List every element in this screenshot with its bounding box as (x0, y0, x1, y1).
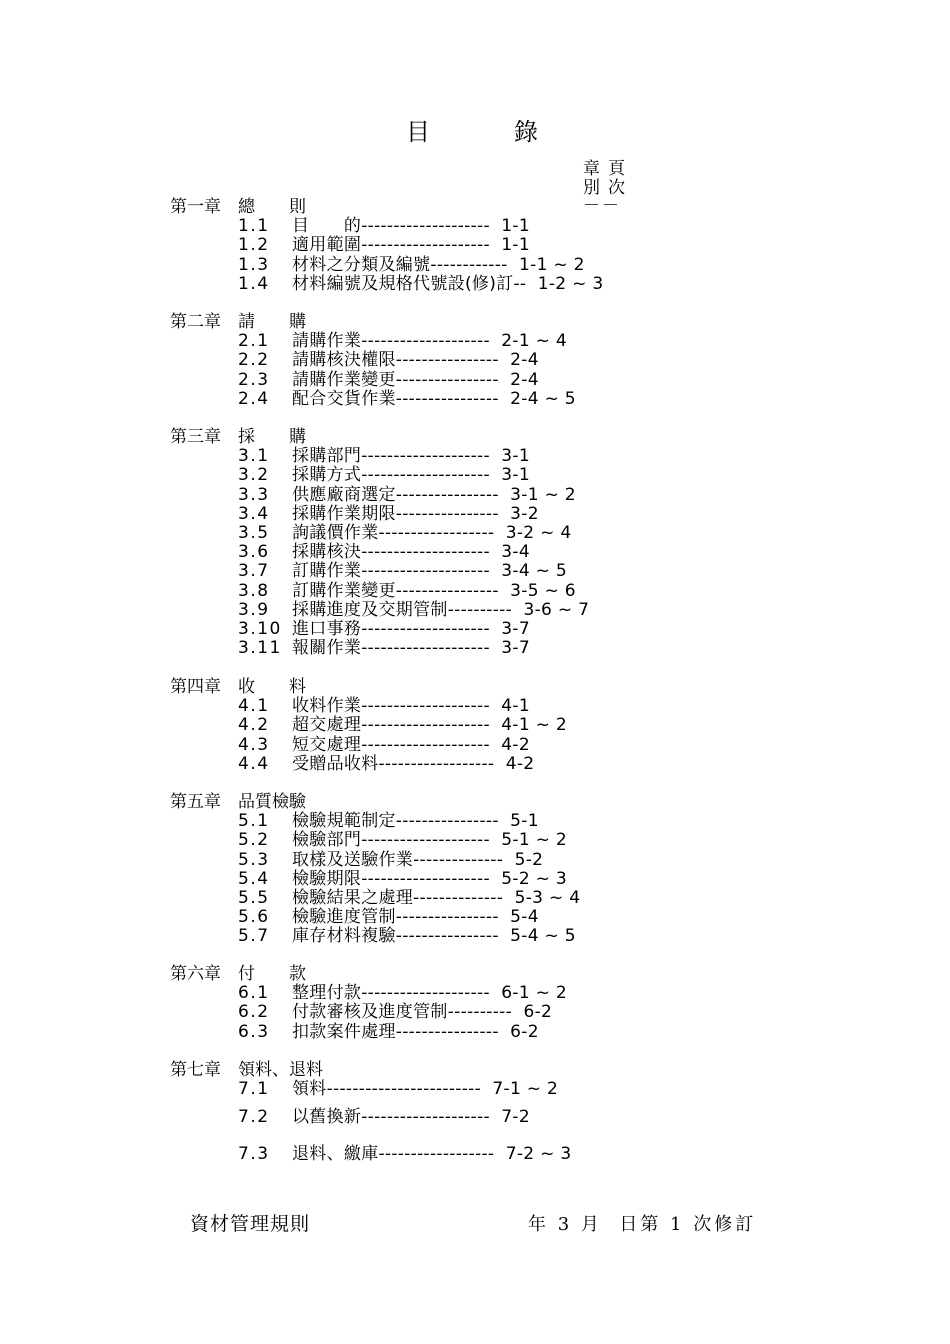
section-title-and-page: 材料之分類及編號------------ 1-1 ~ 2 (292, 254, 585, 275)
section-title-and-page: 訂購作業-------------------- 3-4 ~ 5 (292, 561, 568, 582)
section-title-and-page: 供應廠商選定---------------- 3-1 ~ 2 (292, 484, 576, 505)
section-number: 3.9 (238, 599, 270, 620)
chapter-heading: 第一章 總 則 (170, 197, 306, 217)
section-title-and-page: 付款審核及進度管制---------- 6-2 (292, 1002, 553, 1023)
section-number: 2.2 (238, 350, 270, 371)
section-title-and-page: 檢驗部門-------------------- 5-1 ~ 2 (292, 830, 568, 851)
section-title-and-page: 檢驗進度管制---------------- 5-4 (292, 907, 539, 928)
section-title-and-page: 庫存材料複驗---------------- 5-4 ~ 5 (292, 926, 576, 947)
section-number: 5.6 (238, 907, 270, 928)
section-title-and-page: 進口事務-------------------- 3-7 (292, 619, 530, 639)
section-title-and-page: 短交處理-------------------- 4-2 (292, 734, 530, 755)
section-title-and-page: 採購進度及交期管制---------- 3-6 ~ 7 (292, 599, 590, 620)
section-number: 3.10 (238, 619, 282, 639)
section-number: 4.1 (238, 696, 270, 717)
section-number: 5.4 (238, 868, 270, 889)
section-title-and-page: 收料作業-------------------- 4-1 (292, 696, 530, 717)
section-title-and-page: 檢驗結果之處理-------------- 5-3 ~ 4 (292, 888, 581, 908)
section-title-and-page: 超交處理-------------------- 4-1 ~ 2 (292, 715, 568, 736)
section-title-and-page: 配合交貨作業---------------- 2-4 ~ 5 (292, 388, 576, 409)
section-number: 3.3 (238, 484, 270, 505)
section-number: 6.1 (238, 983, 270, 1004)
section-number: 4.4 (238, 753, 270, 774)
section-title-and-page: 退料、繳庫------------------ 7-2 ~ 3 (292, 1143, 572, 1164)
section-title-and-page: 扣款案件處理---------------- 6-2 (292, 1021, 539, 1042)
section-number: 3.5 (238, 523, 270, 543)
section-number: 1.4 (238, 273, 270, 294)
section-title-and-page: 材料編號及規格代號設(修)訂-- 1-2 ~ 3 (292, 273, 604, 294)
section-number: 2.3 (238, 369, 270, 390)
chapter-heading: 第五章 品質檢驗 (170, 792, 306, 812)
section-number: 1.3 (238, 254, 270, 275)
section-number: 5.5 (238, 888, 270, 908)
section-title-and-page: 請購作業變更---------------- 2-4 (292, 369, 539, 390)
footer-document-name: 資材管理規則 (190, 1213, 311, 1235)
section-number: 2.4 (238, 388, 270, 409)
section-number: 3.6 (238, 542, 270, 563)
section-title-and-page: 請購核決權限---------------- 2-4 (292, 350, 539, 371)
chapter-heading: 第三章 採 購 (170, 427, 306, 447)
section-number: 6.2 (238, 1002, 270, 1023)
column-header-page: 頁 次 (608, 159, 625, 198)
section-number: 7.2 (238, 1107, 270, 1128)
section-title-and-page: 採購作業期限---------------- 3-2 (292, 503, 539, 524)
document-title: 目 錄 (406, 118, 568, 146)
section-title-and-page: 以舊換新-------------------- 7-2 (292, 1107, 530, 1128)
section-title-and-page: 訂購作業變更---------------- 3-5 ~ 6 (292, 580, 576, 601)
section-number: 7.1 (238, 1079, 270, 1100)
section-title-and-page: 採購部門-------------------- 3-1 (292, 446, 530, 467)
section-number: 1.1 (238, 216, 270, 237)
section-number: 3.4 (238, 503, 270, 524)
section-number: 3.2 (238, 465, 270, 486)
chapter-heading: 第四章 收 料 (170, 677, 306, 697)
section-title-and-page: 採購方式-------------------- 3-1 (292, 465, 530, 486)
section-number: 7.3 (238, 1143, 270, 1164)
section-number: 6.3 (238, 1021, 270, 1042)
footer-revision: 年 3 月 日第 1 次修訂 (528, 1214, 757, 1235)
section-title-and-page: 詢議價作業------------------ 3-2 ~ 4 (292, 523, 572, 543)
chapter-heading: 第六章 付 款 (170, 964, 306, 984)
section-number: 3.1 (238, 446, 270, 467)
section-title-and-page: 請購作業-------------------- 2-1 ~ 4 (292, 331, 568, 352)
section-number: 3.8 (238, 580, 270, 601)
section-title-and-page: 報關作業-------------------- 3-7 (292, 638, 530, 659)
section-title-and-page: 領料------------------------ 7-1 ~ 2 (292, 1079, 559, 1100)
section-number: 5.1 (238, 811, 270, 832)
section-title-and-page: 目 的-------------------- 1-1 (292, 216, 530, 237)
chapter-heading: 第二章 請 購 (170, 312, 306, 332)
section-number: 5.3 (238, 849, 270, 870)
section-title-and-page: 受贈品收料------------------ 4-2 (292, 753, 535, 774)
section-number: 1.2 (238, 235, 270, 256)
chapter-heading: 第七章 領料、退料 (170, 1060, 323, 1080)
column-header-dash: －－ (583, 196, 621, 216)
section-title-and-page: 採購核決-------------------- 3-4 (292, 542, 530, 563)
section-title-and-page: 檢驗期限-------------------- 5-2 ~ 3 (292, 868, 568, 889)
section-title-and-page: 整理付款-------------------- 6-1 ~ 2 (292, 983, 568, 1004)
section-number: 4.3 (238, 734, 270, 755)
section-number: 5.2 (238, 830, 270, 851)
section-number: 3.7 (238, 561, 270, 582)
section-number: 3.11 (238, 638, 282, 659)
section-title-and-page: 適用範圍-------------------- 1-1 (292, 235, 530, 256)
section-number: 5.7 (238, 926, 270, 947)
section-title-and-page: 取樣及送驗作業-------------- 5-2 (292, 849, 544, 870)
column-header-chapter: 章 別 (583, 159, 600, 198)
section-number: 4.2 (238, 715, 270, 736)
section-title-and-page: 檢驗規範制定---------------- 5-1 (292, 811, 539, 832)
section-number: 2.1 (238, 331, 270, 352)
